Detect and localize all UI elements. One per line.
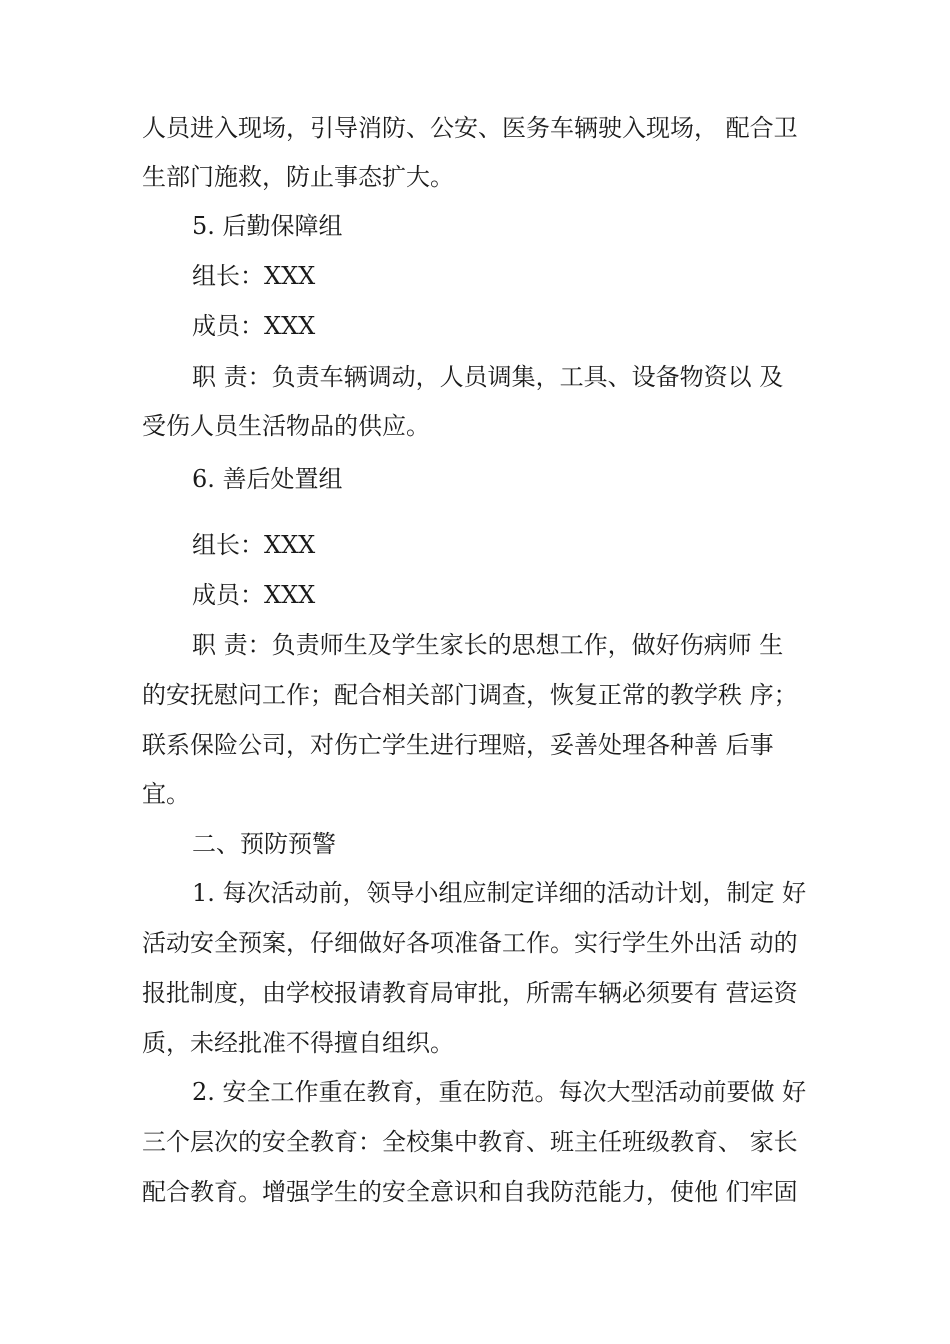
text-line: 宜。 bbox=[142, 780, 190, 808]
section-heading: 6. 善后处置组 bbox=[192, 465, 343, 493]
text-line: 职 责：负责师生及学生家长的思想工作，做好伤病师 生 bbox=[192, 631, 784, 659]
text-line: 2. 安全工作重在教育，重在防范。每次大型活动前要做 好 bbox=[192, 1078, 807, 1106]
text-line: 三个层次的安全教育：全校集中教育、班主任班级教育、 家长 bbox=[142, 1128, 798, 1156]
text-line: 的安抚慰问工作；配合相关部门调查，恢复正常的教学秩 序； bbox=[142, 681, 798, 709]
text-line: 人员进入现场，引导消防、公安、医务车辆驶入现场， 配合卫 bbox=[142, 114, 798, 142]
section-heading: 二、预防预警 bbox=[192, 830, 336, 858]
text-line: 组长：XXX bbox=[192, 531, 316, 559]
text-line: 成员：XXX bbox=[192, 312, 316, 340]
text-line: 职 责：负责车辆调动，人员调集，工具、设备物资以 及 bbox=[192, 363, 784, 391]
text-line: 生部门施救，防止事态扩大。 bbox=[142, 163, 454, 191]
text-line: 联系保险公司，对伤亡学生进行理赔，妥善处理各种善 后事 bbox=[142, 731, 774, 759]
text-line: 1. 每次活动前，领导小组应制定详细的活动计划，制定 好 bbox=[192, 879, 807, 907]
text-line: 活动安全预案，仔细做好各项准备工作。实行学生外出活 动的 bbox=[142, 929, 798, 957]
text-line: 组长：XXX bbox=[192, 262, 316, 290]
text-line: 配合教育。增强学生的安全意识和自我防范能力，使他 们牢固 bbox=[142, 1178, 798, 1206]
section-heading: 5. 后勤保障组 bbox=[192, 212, 343, 240]
text-line: 质，未经批准不得擅自组织。 bbox=[142, 1029, 454, 1057]
text-line: 报批制度，由学校报请教育局审批，所需车辆必须要有 营运资 bbox=[142, 979, 798, 1007]
text-line: 成员：XXX bbox=[192, 581, 316, 609]
text-line: 受伤人员生活物品的供应。 bbox=[142, 412, 430, 440]
